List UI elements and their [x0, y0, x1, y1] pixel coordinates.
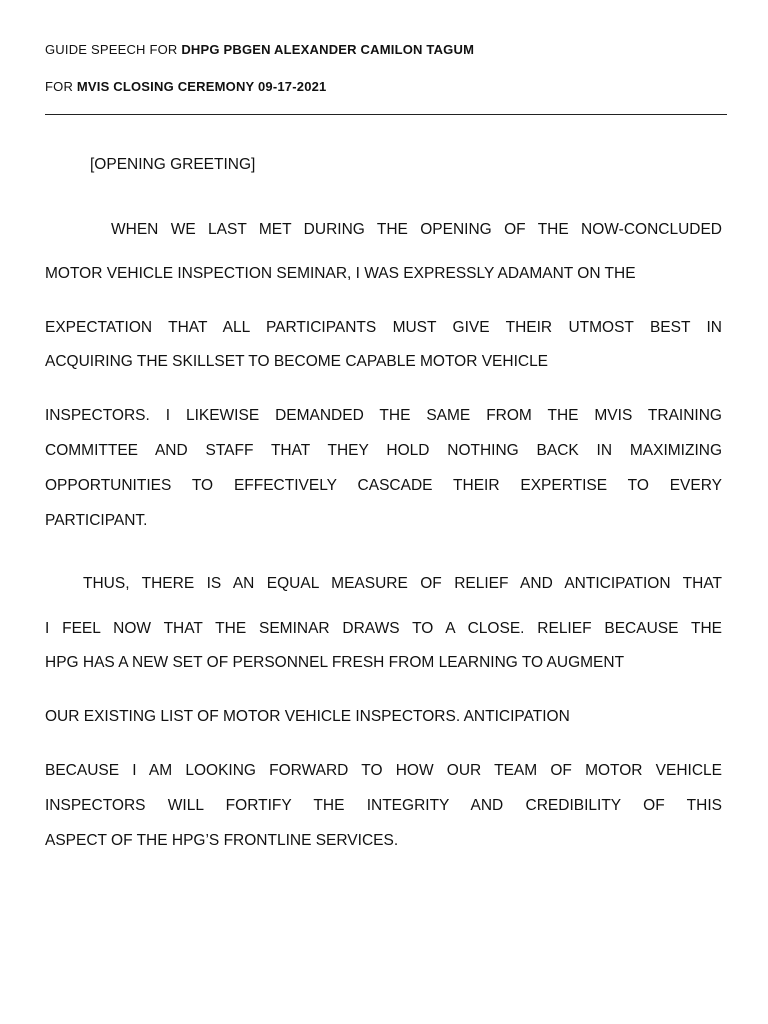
- paragraph-1-line: MOTOR VEHICLE INSPECTION SEMINAR, I WAS EXPRESSLY ADAMANT ON THE: [45, 265, 636, 282]
- header-divider: [45, 114, 727, 115]
- paragraph-1-line: ACQUIRING THE SKILLSET TO BECOME CAPABLE MOTOR VEHICLE: [45, 353, 549, 370]
- paragraph-2-line: OUR EXISTING LIST OF MOTOR VEHICLE INSPECTORS. ANTICIPATION: [45, 708, 570, 725]
- paragraph-1-line: COMMITTEE AND STAFF THAT THEY HOLD NOTHING BACK IN MAXIMIZING: [45, 442, 722, 459]
- paragraph-2-line: BECAUSE I AM LOOKING FORWARD TO HOW OUR TEAM OF MOTOR VEHICLE: [45, 762, 722, 779]
- paragraph-1-line: OPPORTUNITIES TO EFFECTIVELY CASCADE THEIR EXPERTISE TO EVERY: [45, 477, 722, 494]
- header-line-event: [45, 79, 326, 94]
- paragraph-2-line: THUS, THERE IS AN EQUAL MEASURE OF RELIEF AND ANTICIPATION THAT: [83, 575, 722, 592]
- header-prefix: FOR: [45, 79, 77, 94]
- paragraph-1-line: WHEN WE LAST MET DURING THE OPENING OF THE NOW-CONCLUDED: [111, 221, 722, 238]
- event-name: MVIS CLOSING CEREMONY 09-17-2021: [76, 79, 327, 94]
- opening-greeting: [OPENING GREETING]: [90, 156, 256, 173]
- paragraph-1-line: PARTICIPANT.: [45, 512, 148, 529]
- header-prefix: GUIDE SPEECH FOR: [45, 42, 182, 57]
- paragraph-2-line: HPG HAS A NEW SET OF PERSONNEL FRESH FROM LEARNING TO AUGMENT: [45, 654, 625, 671]
- paragraph-2-line: ASPECT OF THE HPG’S FRONTLINE SERVICES.: [45, 832, 399, 849]
- speaker-name: DHPG PBGEN ALEXANDER CAMILON TAGUM: [181, 42, 475, 57]
- paragraph-1-line: INSPECTORS. I LIKEWISE DEMANDED THE SAME FROM THE MVIS TRAINING: [45, 407, 722, 424]
- paragraph-1-line: EXPECTATION THAT ALL PARTICIPANTS MUST GIVE THEIR UTMOST BEST IN: [45, 319, 722, 336]
- header-line-speaker: [45, 42, 474, 57]
- paragraph-2-line: I FEEL NOW THAT THE SEMINAR DRAWS TO A CLOSE. RELIEF BECAUSE THE: [45, 620, 722, 637]
- paragraph-2-line: INSPECTORS WILL FORTIFY THE INTEGRITY AND CREDIBILITY OF THIS: [45, 797, 722, 814]
